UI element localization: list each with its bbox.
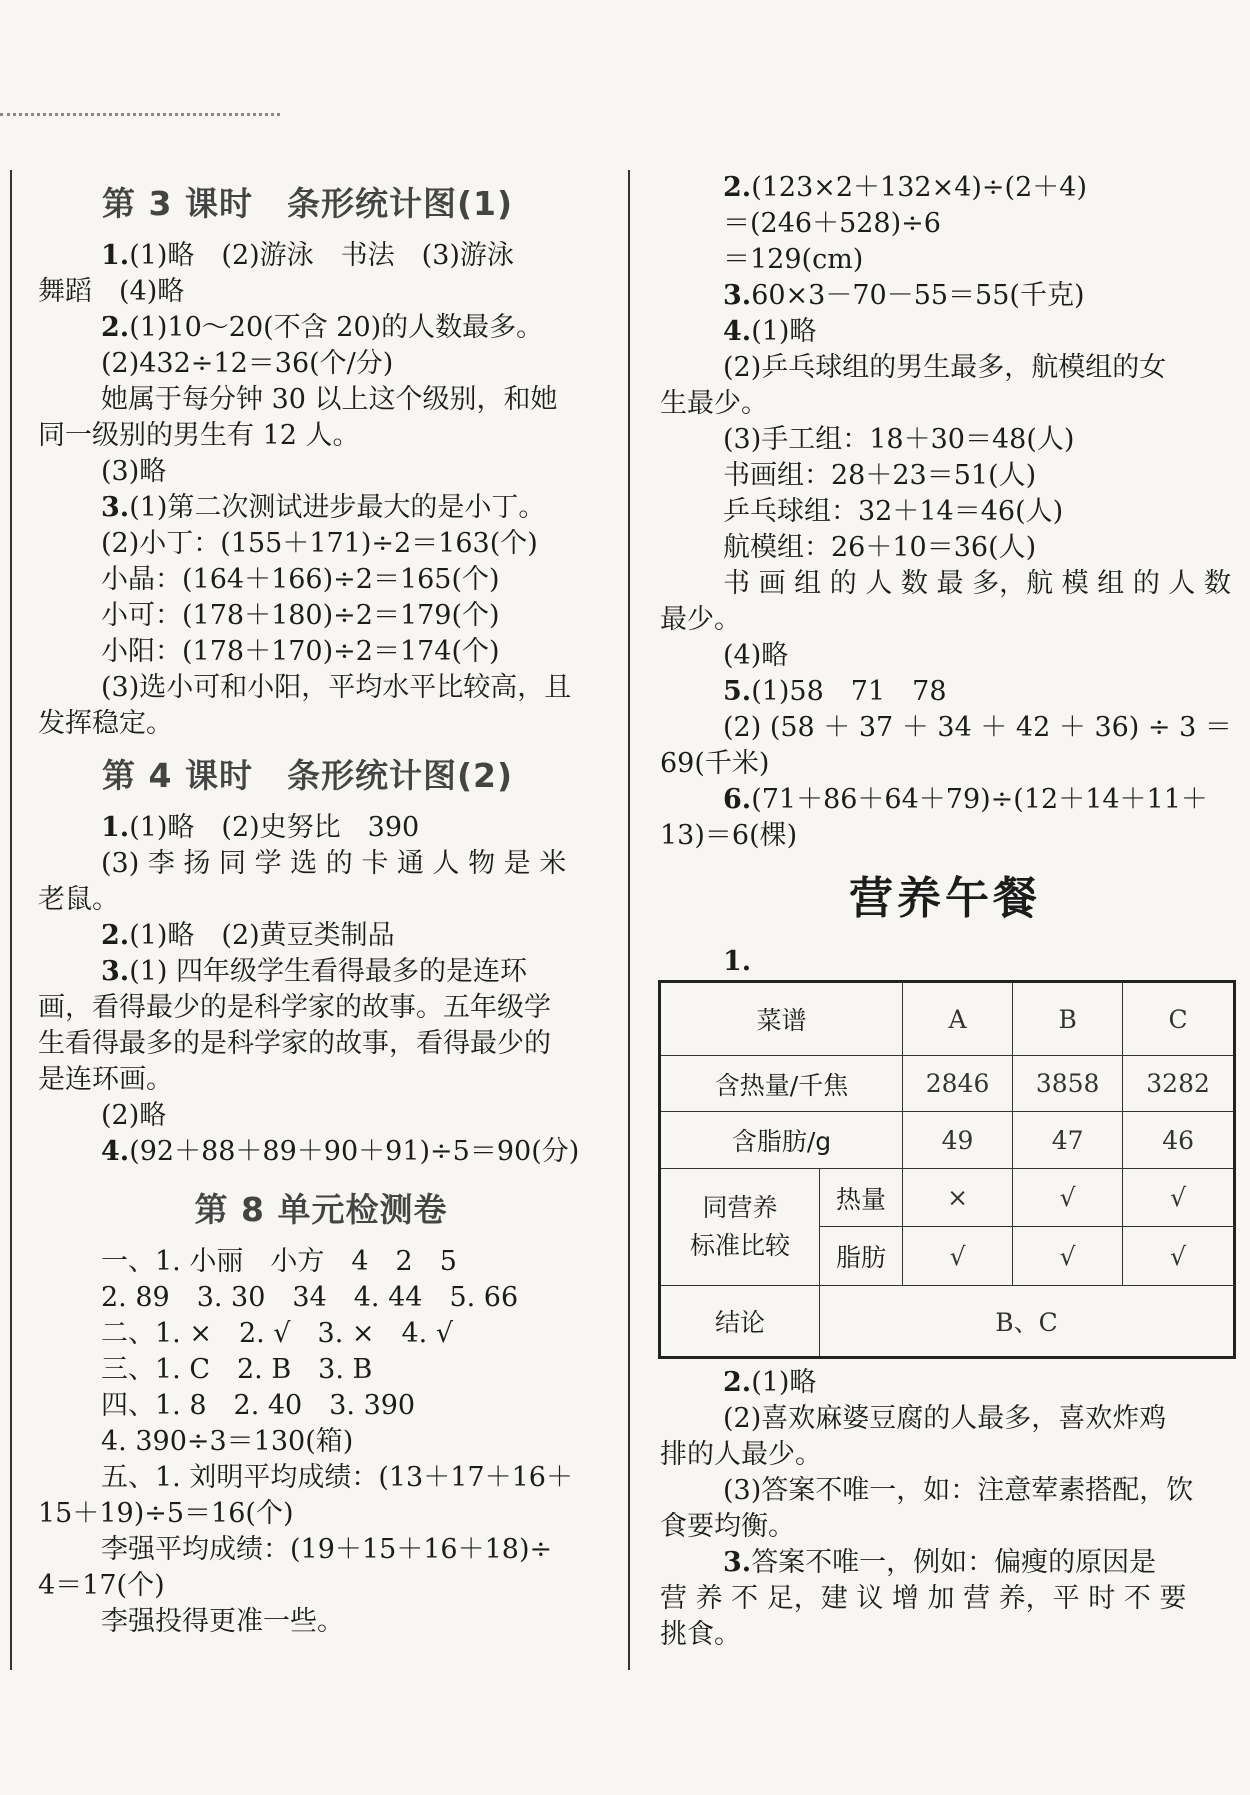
answer-line: 3.60×3－70－55＝55(千克) [723, 280, 1085, 311]
table-row [660, 982, 1235, 1056]
answer-line: 4.(92＋88＋89＋90＋91)÷5＝90(分) [101, 1136, 580, 1167]
table-row [660, 1056, 1235, 1112]
table-row-label: 含热量/千焦 [660, 1056, 903, 1112]
answer-line: 2.(123×2＋132×4)÷(2＋4) [723, 172, 1087, 203]
answer-line: 她属于每分钟 30 以上这个级别，和她 [101, 384, 558, 415]
left-column [38, 170, 604, 1640]
answer-line: 1.(1)略 (2)史努比 390 [101, 812, 420, 843]
answer-line: 李强平均成绩：(19＋15＋16＋18)÷ [101, 1534, 553, 1565]
table-cell: √ [903, 1227, 1013, 1286]
table-cell: 3282 [1123, 1056, 1235, 1112]
table-row [660, 1112, 1235, 1169]
lesson-4-answers [38, 810, 604, 1170]
answer-line: (2)略 [101, 1100, 167, 1131]
answer-line: 舞蹈 (4)略 [38, 276, 185, 307]
answer-line: 航模组：26＋10＝36(人) [723, 532, 1037, 563]
top-dotted-rule [0, 113, 280, 116]
table-row-label: 同营养 标准比较 [660, 1169, 820, 1286]
answer-line: 书画组：28＋23＝51(人) [723, 460, 1037, 491]
answer-line: (3)答案不唯一，如：注意荤素搭配，饮 [723, 1475, 1194, 1506]
column-divider [628, 170, 630, 1670]
answer-line: (4)略 [723, 640, 789, 671]
answer-line: 2.(1)略 [723, 1367, 817, 1398]
answer-line: 3.答案不唯一，例如：偏瘦的原因是 [723, 1547, 1157, 1578]
table-cell: √ [1123, 1227, 1235, 1286]
section-title-unit-8-test: 第 8 单元检测卷 [194, 1190, 448, 1229]
answer-line: 乒乓球组：32＋14＝46(人) [723, 496, 1064, 527]
answer-line: (2)小丁：(155＋171)÷2＝163(个) [101, 528, 538, 559]
answer-line: (2) (58 ＋ 37 ＋ 34 ＋ 42 ＋ 36) ÷ 3 ＝ [723, 712, 1232, 743]
unit-8-answers [38, 1244, 604, 1640]
answer-line: 2. 89 3. 30 34 4. 44 5. 66 [101, 1282, 519, 1313]
answer-line: 4＝17(个) [38, 1570, 165, 1601]
answer-line: 三、1. C 2. B 3. B [101, 1354, 373, 1385]
unit-8-answers-continued [660, 170, 1230, 854]
answer-line: 小阳：(178＋170)÷2＝174(个) [101, 636, 500, 667]
answer-line: 最少。 [660, 604, 741, 635]
table-row-label: 结论 [660, 1286, 820, 1358]
table-cell: √ [1013, 1227, 1123, 1286]
answer-line: 6.(71＋86＋64＋79)÷(12＋14＋11＋ [723, 784, 1208, 815]
section-title-lesson-3: 第 3 课时 条形统计图(1) [102, 184, 514, 223]
table-cell: √ [1123, 1169, 1235, 1227]
table-cell: √ [1013, 1169, 1123, 1227]
left-margin-rule [10, 170, 12, 1670]
answer-line: (2)乒乓球组的男生最多，航模组的女 [723, 352, 1167, 383]
right-column [660, 170, 1230, 1653]
nutrition-table [658, 980, 1236, 1359]
answer-line: 排的人最少。 [660, 1439, 822, 1470]
nutrition-lunch-answers [660, 1365, 1230, 1653]
answer-line: 生最少。 [660, 388, 768, 419]
table-header-cell: 菜谱 [660, 982, 903, 1056]
table-header-cell: A [903, 982, 1013, 1056]
answer-line: 四、1. 8 2. 40 3. 390 [101, 1390, 416, 1421]
lesson-3-answers [38, 238, 604, 742]
answer-line: 13)＝6(棵) [660, 820, 798, 851]
table-header-cell: C [1123, 982, 1235, 1056]
answer-line: 1.(1)略 (2)游泳 书法 (3)游泳 [101, 240, 514, 271]
answer-line: (3) 李 扬 同 学 选 的 卡 通 人 物 是 米 [101, 848, 567, 879]
table-header-cell: B [1013, 982, 1123, 1056]
answer-line: 小晶：(164＋166)÷2＝165(个) [101, 564, 500, 595]
answer-line: 2.(1)略 (2)黄豆类制品 [101, 920, 395, 951]
answer-line: 69(千米) [660, 748, 770, 779]
table-cell: B、C [820, 1286, 1235, 1358]
answer-line: 3.(1)第二次测试进步最大的是小丁。 [101, 492, 546, 523]
answer-line: 是连环画。 [38, 1064, 173, 1095]
question-number: 1. [723, 946, 752, 977]
section-title-nutrition-lunch: 营养午餐 [849, 873, 1041, 924]
answer-line: (3)略 [101, 456, 167, 487]
answer-line: 15＋19)÷5＝16(个) [38, 1498, 294, 1529]
answer-line: 小可：(178＋180)÷2＝179(个) [101, 600, 500, 631]
answer-line: 同一级别的男生有 12 人。 [38, 420, 360, 451]
table-sub-label: 脂肪 [820, 1227, 903, 1286]
answer-line: 二、1. × 2. √ 3. × 4. √ [101, 1318, 454, 1349]
answer-line: (3)手工组：18＋30＝48(人) [723, 424, 1075, 455]
table-cell: × [903, 1169, 1013, 1227]
answer-line: 一、1. 小丽 小方 4 2 5 [101, 1246, 457, 1277]
table-cell: 49 [903, 1112, 1013, 1169]
answer-line: 4.(1)略 [723, 316, 817, 347]
answer-line: ＝129(cm) [723, 244, 864, 275]
table-row [660, 1286, 1235, 1358]
table-sub-label: 热量 [820, 1169, 903, 1227]
table-cell: 47 [1013, 1112, 1123, 1169]
answer-line: (2)喜欢麻婆豆腐的人最多，喜欢炸鸡 [723, 1403, 1167, 1434]
answer-line: 营 养 不 足，建 议 增 加 营 养，平 时 不 要 [660, 1583, 1187, 1614]
answer-line: 李强投得更准一些。 [101, 1606, 344, 1637]
answer-line: 发挥稳定。 [38, 708, 173, 739]
answer-line: 2.(1)10～20(不含 20)的人数最多。 [101, 312, 544, 343]
answer-line: ＝(246＋528)÷6 [723, 208, 941, 239]
table-cell: 2846 [903, 1056, 1013, 1112]
answer-line: (2)432÷12＝36(个/分) [101, 348, 394, 379]
section-title-lesson-4: 第 4 课时 条形统计图(2) [102, 756, 514, 795]
answer-line: 五、1. 刘明平均成绩：(13＋17＋16＋ [101, 1462, 573, 1493]
answer-line: 3.(1) 四年级学生看得最多的是连环 [101, 956, 528, 987]
table-row-label: 含脂肪/g [660, 1112, 903, 1169]
table-row [660, 1169, 1235, 1227]
answer-line: 挑食。 [660, 1619, 741, 1650]
answer-line: 老鼠。 [38, 884, 119, 915]
answer-line: 4. 390÷3＝130(箱) [101, 1426, 354, 1457]
answer-line: 生看得最多的是科学家的故事，看得最少的 [38, 1028, 551, 1059]
table-cell: 3858 [1013, 1056, 1123, 1112]
answer-line: (3)选小可和小阳，平均水平比较高，且 [101, 672, 572, 703]
answer-line: 画，看得最少的是科学家的故事。五年级学 [38, 992, 551, 1023]
table-cell: 46 [1123, 1112, 1235, 1169]
answer-line: 5.(1)58 71 78 [723, 676, 947, 707]
answer-line: 书 画 组 的 人 数 最 多，航 模 组 的 人 数 [723, 568, 1231, 599]
answer-line: 食要均衡。 [660, 1511, 795, 1542]
